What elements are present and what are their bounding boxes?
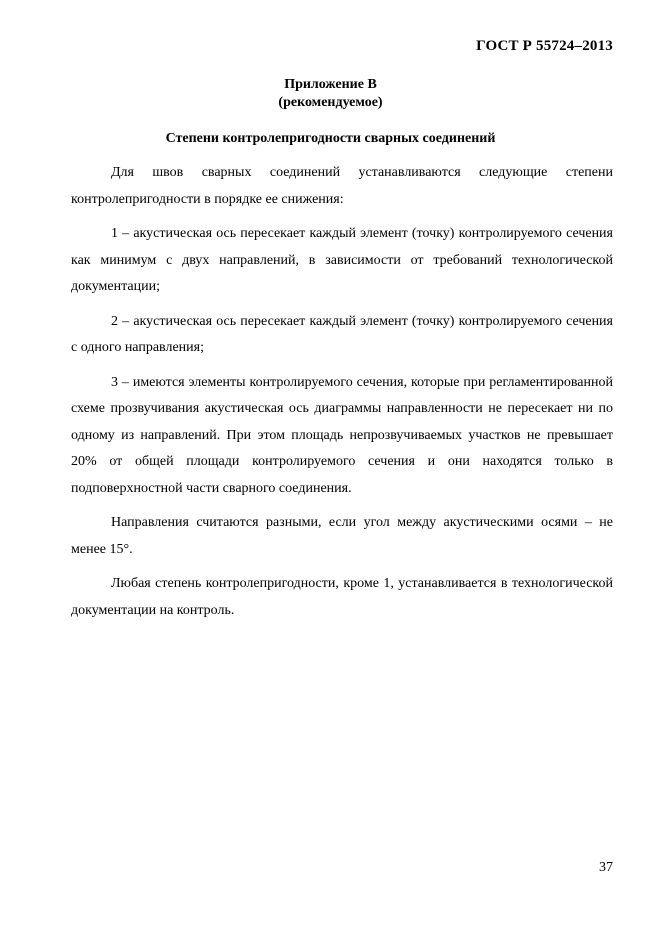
paragraph-level-3: 3 – имеются элементы контролируемого сечения, которые при регламентированной схеме прозвучивания акустическая ось диаграммы направленности не пересекает ни по одному из направлений. При этом площадь непрозвучиваемых участков не превышает 20% от общей площади контролируемого сечения и они находятся только в подповерхностной части сварного соединения. [71,374,613,496]
standard-code: ГОСТ Р 55724–2013 [476,38,613,54]
paragraph-level-2: 2 – акустическая ось пересекает каждый элемент (точку) контролируемого сечения с одного направления; [71,313,613,355]
appendix-title: Приложение В [284,77,377,92]
paragraph-directions: Направления считаются разными, если угол между акустическими осями – не менее 15°. [71,515,613,557]
appendix-status: (рекомендуемое) [278,95,383,110]
document-body [71,160,613,632]
paragraph-intro: Для швов сварных соединений устанавливаются следующие степени контролепригодности в порядке ее снижения: [71,165,613,207]
paragraph-any-level: Любая степень контролепригодности, кроме 1, устанавливается в технологической документации на контроль. [71,576,613,618]
section-title: Степени контролепригодности сварных соединений [165,131,496,146]
appendix-heading [0,76,661,112]
paragraph-level-1: 1 – акустическая ось пересекает каждый элемент (точку) контролируемого сечения как минимум с двух направлений, в зависимости от требований технологической документации; [71,226,613,294]
page-number: 37 [599,860,613,875]
